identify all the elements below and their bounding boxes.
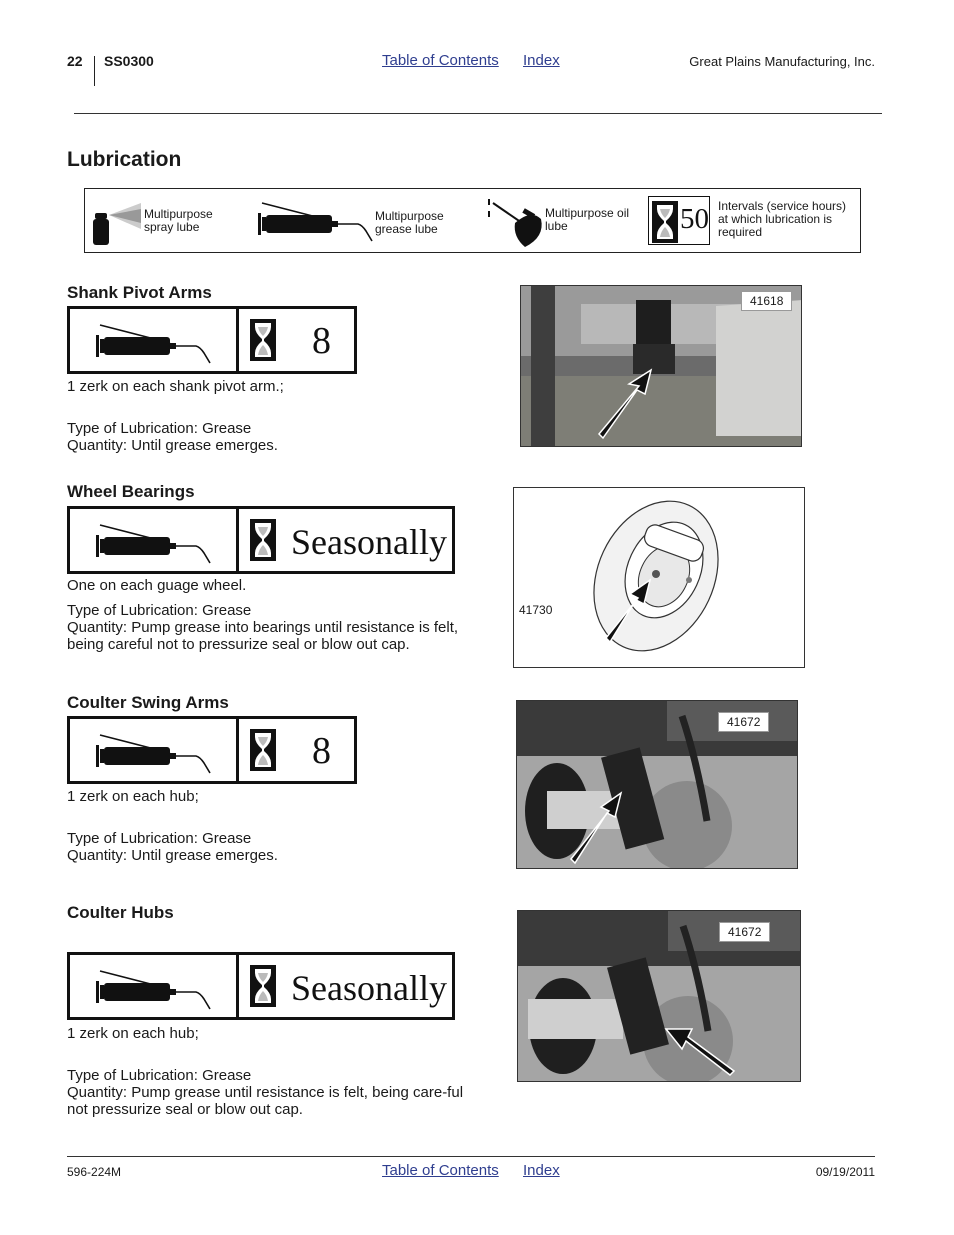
lube-spec-coulter-swing-arms: [67, 716, 357, 784]
company-name: Great Plains Manufacturing, Inc.: [689, 54, 875, 69]
page-title: Lubrication: [67, 148, 182, 171]
grease-gun-icon: [88, 729, 218, 779]
lube-spec-shank-pivot: [67, 306, 357, 374]
lube-location: 1 zerk on each hub;: [67, 1025, 199, 1042]
lube-location: 1 zerk on each shank pivot arm.;: [67, 378, 284, 395]
lubrication-legend: [84, 188, 861, 253]
lube-type: Type of Lubrication: Grease: [67, 420, 252, 437]
section-title-shank-pivot-arms: Shank Pivot Arms: [67, 283, 212, 302]
spray-lube-label: Multipurpose spray lube: [144, 207, 213, 234]
figure-number: 41672: [718, 712, 769, 732]
lube-type: Type of Lubrication: Grease: [67, 830, 252, 847]
hourglass-icon: [250, 519, 276, 561]
section-title-coulter-hubs: Coulter Hubs: [67, 903, 174, 922]
interval-value: Seasonally: [291, 968, 447, 1008]
header-rule: [74, 113, 882, 114]
grease-gun-icon: [250, 197, 375, 247]
grease-gun-icon: [88, 965, 218, 1015]
footer-rule: [67, 1156, 875, 1157]
lube-quantity: Quantity: Until grease emerges.: [67, 437, 278, 454]
photo-coulter-swing-arm: [516, 700, 798, 869]
revision-date: 09/19/2011: [815, 1165, 875, 1179]
header-divider: [94, 56, 95, 86]
figure-wheel-bearing: [513, 487, 805, 668]
interval-value: Seasonally: [291, 522, 447, 562]
interval-value: 8: [312, 730, 331, 772]
grease-gun-icon: [88, 519, 218, 569]
grease-lube-label: Multipurpose grease lube: [375, 209, 444, 236]
lube-type: Type of Lubrication: Grease: [67, 602, 252, 619]
interval-example-box: [648, 196, 710, 245]
index-link[interactable]: Index: [523, 52, 560, 69]
hourglass-icon: [250, 319, 276, 361]
section-title-coulter-swing-arms: Coulter Swing Arms: [67, 693, 229, 712]
footer-index-link[interactable]: Index: [523, 1162, 560, 1179]
figure-number: 41672: [719, 922, 770, 942]
section-title-wheel-bearings: Wheel Bearings: [67, 482, 195, 501]
lube-spec-coulter-hubs: [67, 952, 455, 1020]
lube-type: Type of Lubrication: Grease: [67, 1067, 252, 1084]
lube-location: One on each guage wheel.: [67, 577, 247, 594]
interval-example-value: 50: [680, 203, 709, 235]
document-number: 596-224M: [67, 1165, 122, 1179]
lube-spec-wheel-bearings: [67, 506, 455, 574]
figure-number: 41618: [741, 291, 792, 311]
lube-quantity: Quantity: Pump grease into bearings until resistance is felt, being careful not to pressurize seal or blow out cap.: [67, 619, 459, 653]
page-number: 22: [67, 53, 83, 69]
footer-toc-link[interactable]: Table of Contents: [382, 1162, 499, 1179]
interval-description: Intervals (service hours) at which lubrication is required: [718, 199, 847, 239]
lube-location: 1 zerk on each hub;: [67, 788, 199, 805]
model-number: SS0300: [104, 53, 154, 69]
toc-link[interactable]: Table of Contents: [382, 52, 499, 69]
hourglass-icon: [250, 729, 276, 771]
photo-coulter-hub: [517, 910, 801, 1082]
oil-lube-label: Multipurpose oil lube: [545, 206, 630, 233]
hourglass-icon: [250, 965, 276, 1007]
lube-quantity: Quantity: Pump grease until resistance is felt, being care-ful not pressurize seal or blow out cap.: [67, 1084, 464, 1118]
figure-number: 41730: [519, 603, 553, 617]
spray-can-icon: [91, 199, 141, 245]
lube-quantity: Quantity: Until grease emerges.: [67, 847, 278, 864]
oil-can-icon: [485, 193, 547, 249]
hourglass-icon: [652, 201, 678, 243]
grease-gun-icon: [88, 319, 218, 369]
interval-value: 8: [312, 320, 331, 362]
photo-shank-pivot-arm: [520, 285, 802, 447]
